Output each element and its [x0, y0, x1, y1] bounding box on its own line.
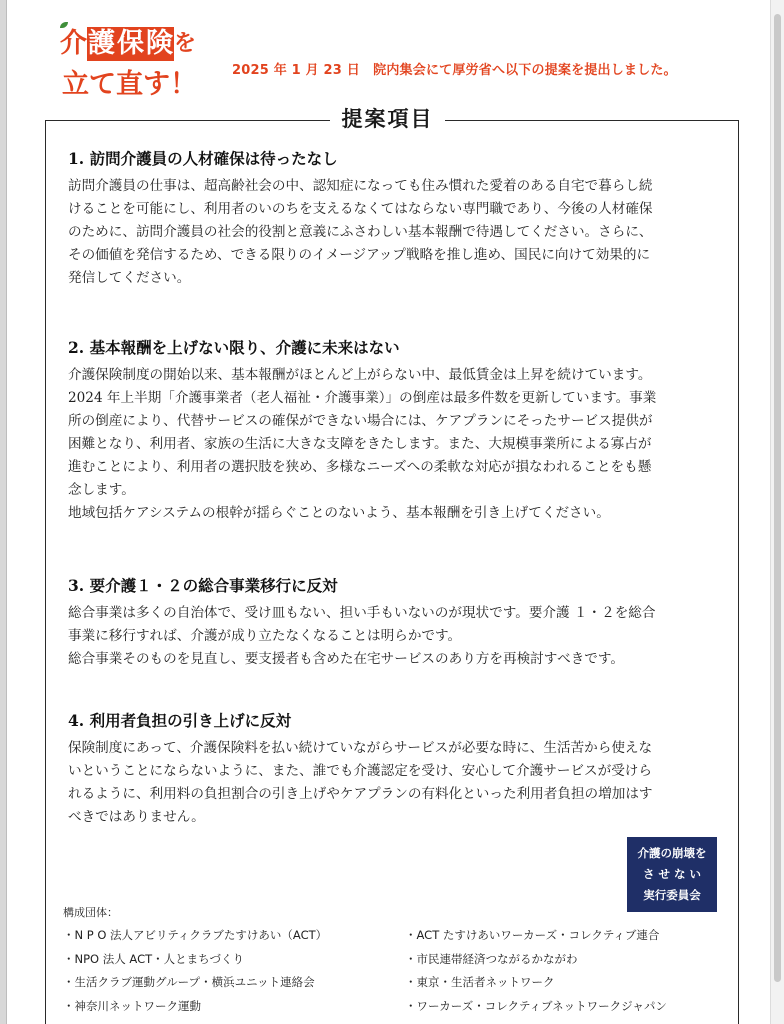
page-title: 提案項目: [341, 106, 434, 131]
member-item: ・NPO 法人 ACT・人とまちづくり: [63, 951, 245, 966]
member-item: ・生活クラブ運動グループ・横浜ユニット連絡会: [63, 975, 315, 989]
frame-border-right: [738, 120, 739, 1024]
body-line: 保険制度にあって、介護保険料を払い続けていながらサービスが必要な時に、生活苦から使えな: [68, 740, 653, 756]
frame-border-top-right: [445, 120, 739, 121]
body-line: 介護保険制度の開始以来、基本報酬がほとんど上がらない中、最低賃金は上昇を続けています。: [68, 367, 652, 383]
body-line: 2024 年上半期「介護事業者（老人福祉・介護事業）」の倒産は最多件数を更新しています。事業: [68, 390, 657, 406]
body-line: 総合事業は多くの自治体で、受け皿もない、担い手もいないのが現状です。要介護 １・２を総合: [68, 605, 656, 621]
body-line: 所の倒産により、代替サービスの確保ができない場合には、ケアプランにそったサービス提供が: [68, 413, 653, 429]
logo-char: 直: [116, 69, 143, 100]
body-line: れるように、利用料の負担割合の引き上げやケアプランの有料化といった利用者負担の増加はす: [68, 786, 653, 802]
logo-char-boxed: 険: [146, 28, 173, 59]
body-line: 発信してください。: [68, 270, 191, 286]
frame-border-left: [45, 120, 46, 1024]
logo-char: 介: [60, 28, 87, 59]
section-body: [68, 737, 724, 829]
section-title: 3. 要介護１・２の総合事業移行に反対: [68, 576, 338, 595]
section-title: 4. 利用者負担の引き上げに反対: [68, 711, 292, 730]
logo-row-1: [60, 26, 196, 62]
members-list-left: [63, 924, 327, 1018]
logo-char: て: [89, 69, 116, 100]
members-list-right: [405, 924, 667, 1018]
body-line: その価値を発信するため、できる限りのイメージアップ戦略を推し進め、国民に向けて効果的に: [68, 247, 651, 263]
scrollbar-thumb[interactable]: [774, 14, 781, 982]
badge-line: 実行委員会: [643, 888, 701, 902]
body-line: 事業に移行すれば、介護が成り立たなくなることは明らかです。: [68, 628, 462, 644]
logo-row-2: [62, 68, 197, 102]
body-line: 進むことにより、利用者の選択肢を狭め、多様なニーズへの柔軟な対応が損なわれることをも懸: [68, 459, 652, 475]
section-title: 1. 訪問介護員の人材確保は待ったなし: [68, 149, 338, 168]
body-line: 念します。: [68, 482, 135, 498]
member-item: ・ACT たすけあいワーカーズ・コレクティブ連合: [405, 928, 660, 942]
campaign-logo: [60, 22, 220, 102]
proposal-section-3: [68, 575, 724, 671]
body-line: けることを可能にし、利用者のいのちを支えるなくてはならない専門職であり、今後の人材確保: [68, 201, 653, 217]
logo-char-boxed: 護: [88, 28, 115, 59]
logo-char: す: [143, 69, 170, 100]
proposal-section-2: [68, 337, 724, 525]
member-item: ・市民連帯経済つながるかながわ: [405, 951, 578, 966]
page-edge-line: [6, 0, 7, 1024]
logo-char: を: [174, 31, 197, 56]
section-body: [68, 602, 724, 671]
member-item: ・神奈川ネットワーク運動: [63, 998, 201, 1013]
committee-badge: [627, 837, 717, 912]
member-item: ・ワーカーズ・コレクティブネットワークジャパン: [405, 998, 667, 1013]
body-line: 地域包括ケアシステムの根幹が揺らぐことのないよう、基本報酬を引き上げてください。: [68, 505, 610, 521]
section-title: 2. 基本報酬を上げない限り、介護に未来はない: [68, 338, 400, 357]
body-line: いということにならないように、また、誰でも介護認定を受け、安心して介護サービスが受けら: [68, 763, 652, 779]
body-line: べきではありません。: [68, 809, 205, 825]
member-item: ・N P O 法人アビリティクラブたすけあい（ACT）: [63, 928, 328, 942]
body-line: 訪問介護員の仕事は、超高齢社会の中、認知症になっても住み慣れた愛着のある自宅で暮らし続: [68, 178, 653, 194]
badge-line: 介護の崩壊を: [637, 846, 707, 860]
members-heading: 構成団体：: [63, 906, 118, 919]
badge-line: さ せ な い: [642, 867, 701, 881]
body-line: のために、訪問介護員の社会的役割と意義にふさわしい基本報酬で待遇してください。さらに、: [68, 224, 653, 240]
section-body: [68, 364, 724, 525]
proposal-section-1: [68, 148, 724, 290]
body-line: 総合事業そのものを見直し、要支援者も含めた在宅サービスのあり方を再検討すべきです。: [68, 651, 624, 667]
logo-char-boxed: 保: [117, 28, 144, 59]
proposal-section-4: [68, 710, 724, 829]
body-line: 困難となり、利用者、家族の生活に大きな支障をきたします。また、大規模事業所による寡占が: [68, 436, 652, 452]
submission-date-note: 2025 年 1 月 23 日 院内集会にて厚労省へ以下の提案を提出しました。: [232, 63, 677, 78]
logo-char: 立: [62, 69, 89, 100]
logo-char: ！: [170, 69, 197, 100]
section-body: [68, 175, 724, 290]
frame-border-top-left: [45, 120, 330, 121]
member-item: ・東京・生活者ネットワーク: [405, 975, 555, 989]
scrollbar-track[interactable]: [770, 0, 784, 1024]
